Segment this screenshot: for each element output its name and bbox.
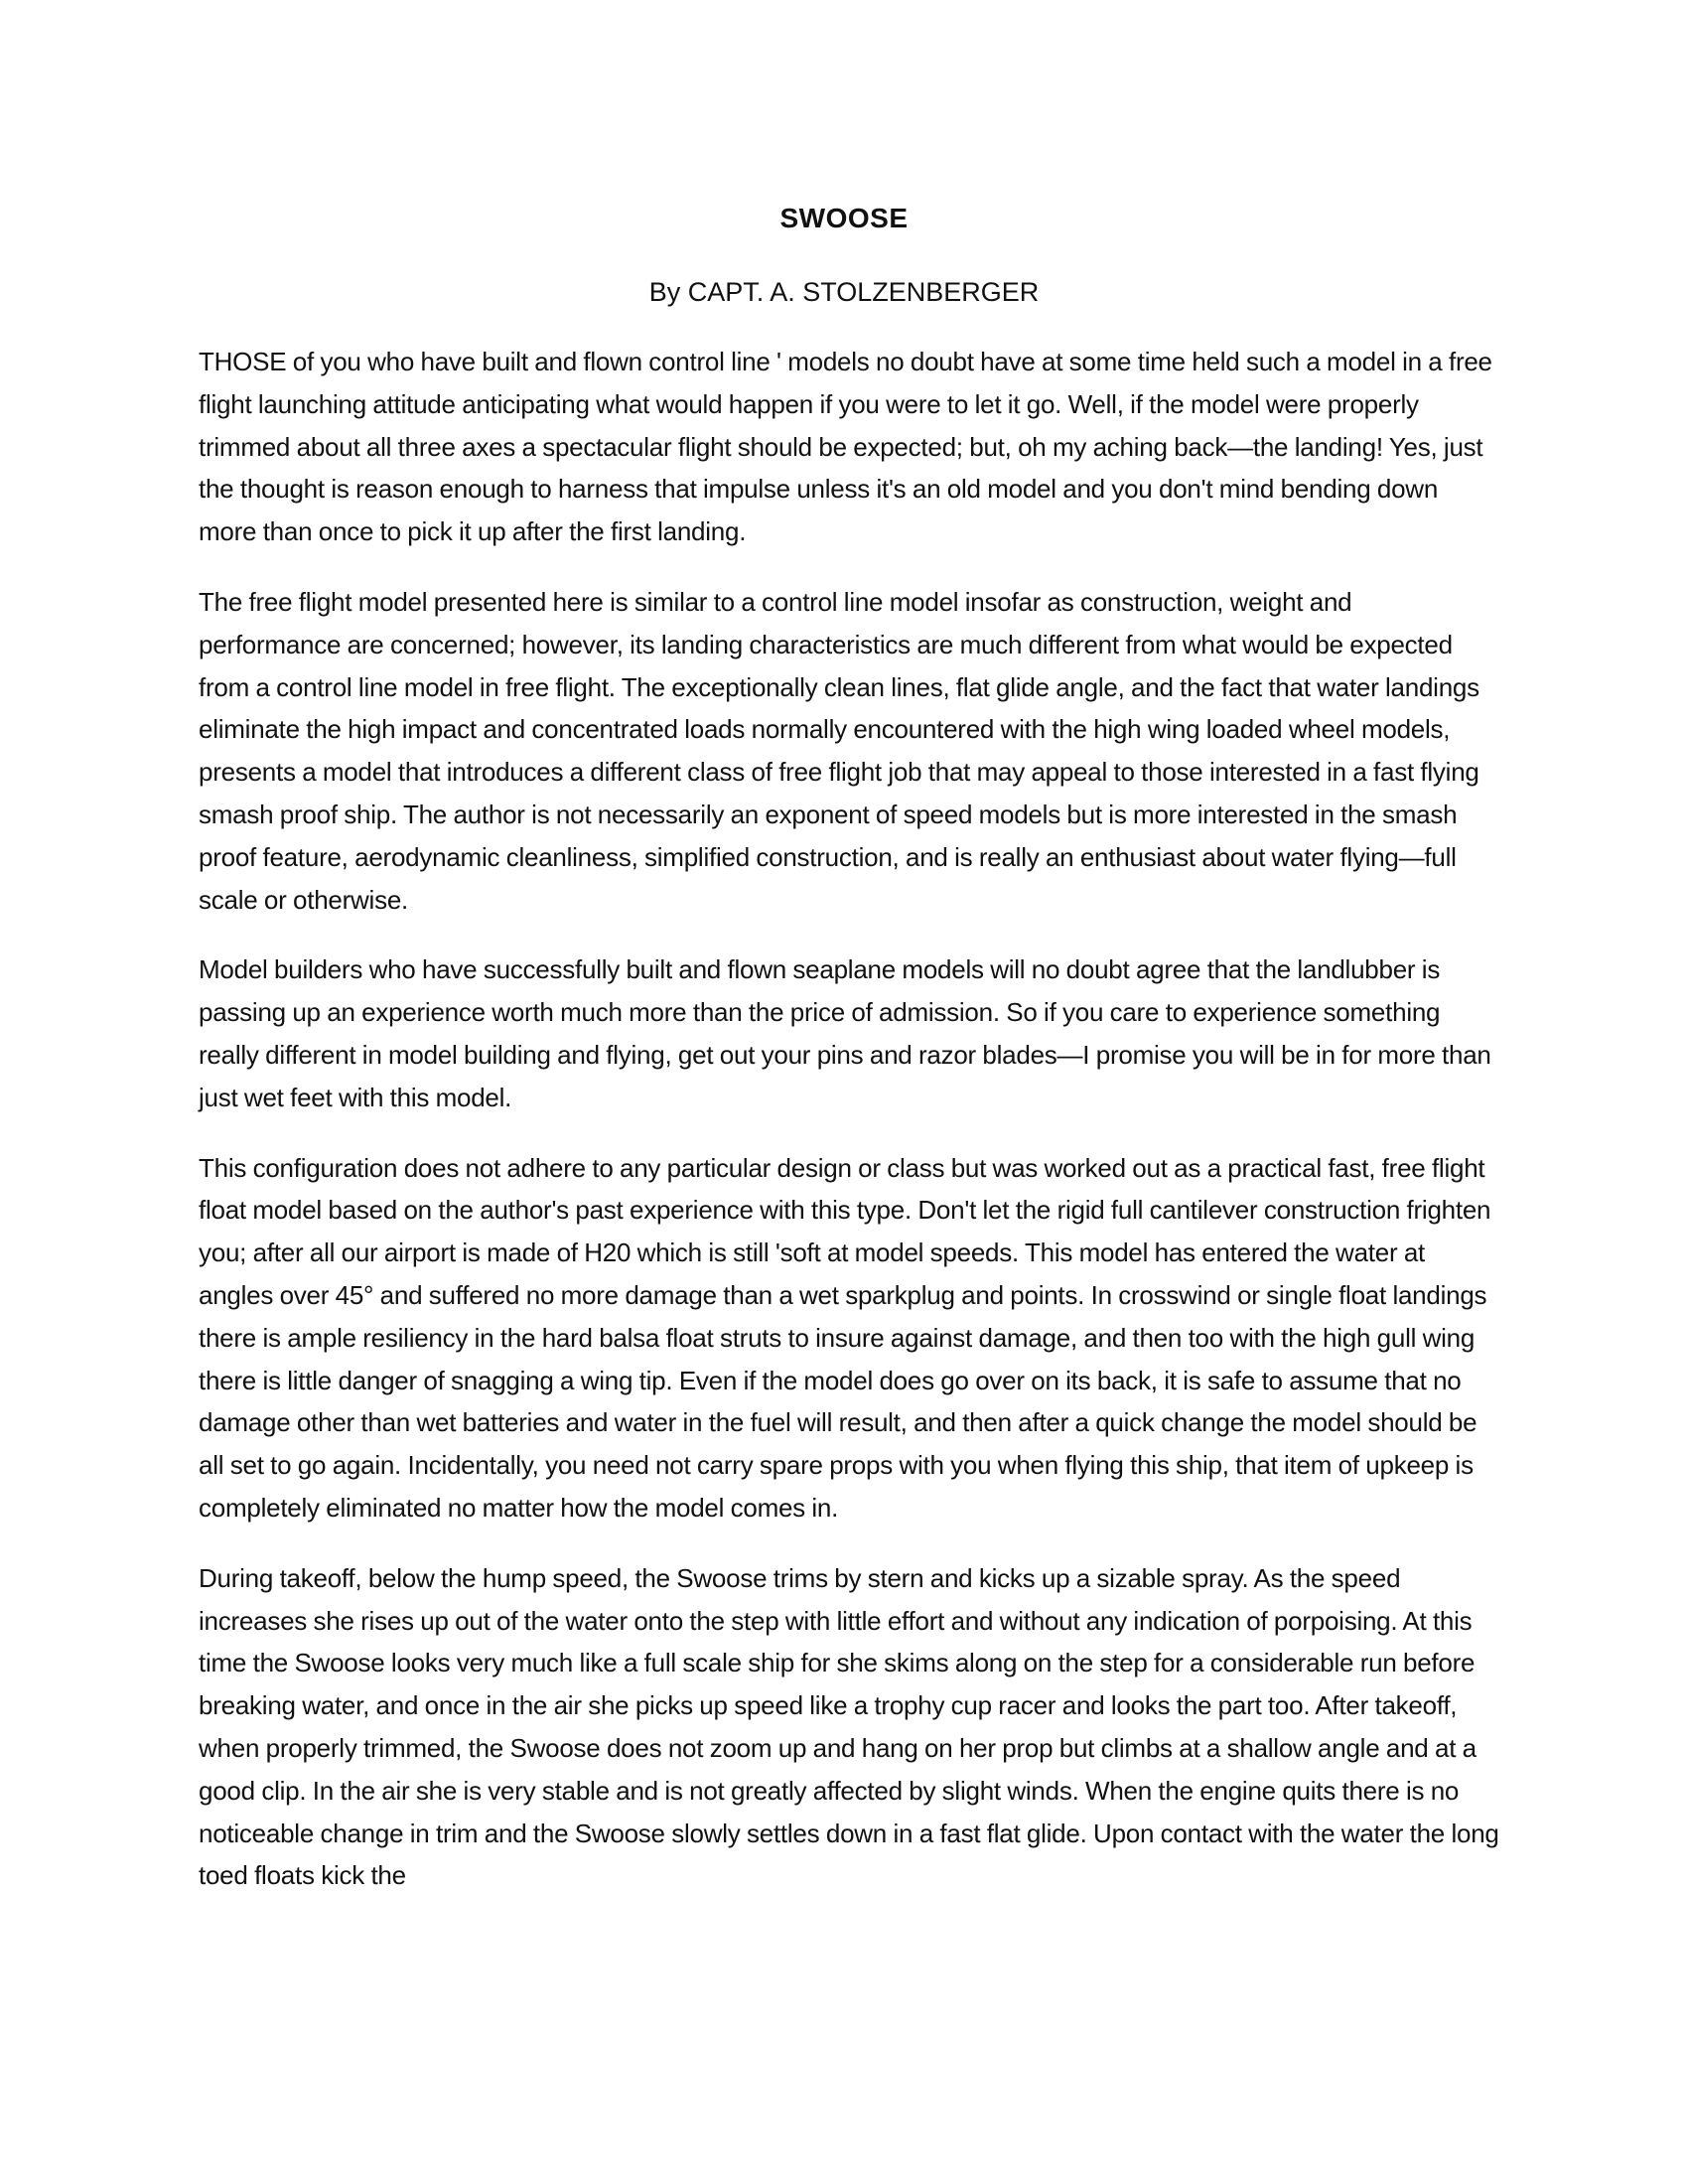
paragraph-2: The free flight model presented here is similar to a control line model insofar as construction, weight and performance are concerned; however, its landing characteristics are much different from what would be expected from a control line model in free flight. The exceptionally clean lines, flat glide angle, and the fact that water landings eliminate the high impact and concentrated loads normally encountered with the high wing loaded wheel models, presents a model that introduces a different class of free flight job that may appeal to those interested in a fast flying smash proof ship. The author is not necessarily an exponent of speed models but is more interested in the smash proof feature, aerodynamic cleanliness, simplified construction, and is really an enthusiast about water flying—full scale or otherwise. (199, 586, 1479, 915)
article-body (199, 341, 1499, 1925)
paragraph-5: During takeoff, below the hump speed, the Swoose trims by stern and kicks up a sizable spray. As the speed increases she rises up out of the water onto the step with little effort and without any indication of porpoising. At this time the Swoose looks very much like a full scale ship for she skims along on the step for a considerable run before breaking water, and once in the air she picks up speed like a trophy cup racer and looks the part too. After takeoff, when properly trimmed, the Swoose does not zoom up and hang on her prop but climbs at a shallow angle and at a good clip. In the air she is very stable and is not greatly affected by slight winds. When the engine quits there is no noticeable change in trim and the Swoose slowly settles down in a fast flat glide. Upon contact with the water the long toed floats kick the (199, 1562, 1499, 1891)
paragraph-1: THOSE of you who have built and flown control line ' models no doubt have at some time held such a model in a free flight launching attitude anticipating what would happen if you were to let it go. Well, if the model were properly trimmed about all three axes a spectacular flight should be expected; but, oh my aching back—the landing! Yes, just the thought is reason enough to harness that impulse unless it's an old model and you don't mind bending down more than once to pick it up after the first landing. (199, 347, 1492, 547)
paragraph-3: Model builders who have successfully built and flown seaplane models will no doubt agree that the landlubber is passing up an experience worth much more than the price of admission. So if you care to experience something really different in model building and flying, get out your pins and razor blades—I promise you will be in for more than just wet feet with this model. (199, 954, 1491, 1112)
article-title: SWOOSE (779, 203, 909, 233)
article-byline: By CAPT. A. STOLZENBERGER (648, 277, 1040, 307)
paragraph-4: This configuration does not adhere to any particular design or class but was worked out as a practical fast, free flight float model based on the author's past experience with this type. Don't let the rigid full cantilever construction frighten you; after all our airport is made of H20 which is still 'soft at model speeds. This model has entered the water at angles over 45° and suffered no more damage than a wet sparkplug and points. In crosswind or single float landings there is ample resiliency in the hard balsa float struts to insure against damage, and then too with the high gull wing there is little danger of snagging a wing tip. Even if the model does go over on its back, it is safe to assume that no damage other than wet batteries and water in the fuel will result, and then after a quick change the model should be all set to go again. Incidentally, you need not carry spare props with you when flying this ship, that item of upkeep is completely eliminated no matter how the model comes in. (199, 1152, 1491, 1523)
